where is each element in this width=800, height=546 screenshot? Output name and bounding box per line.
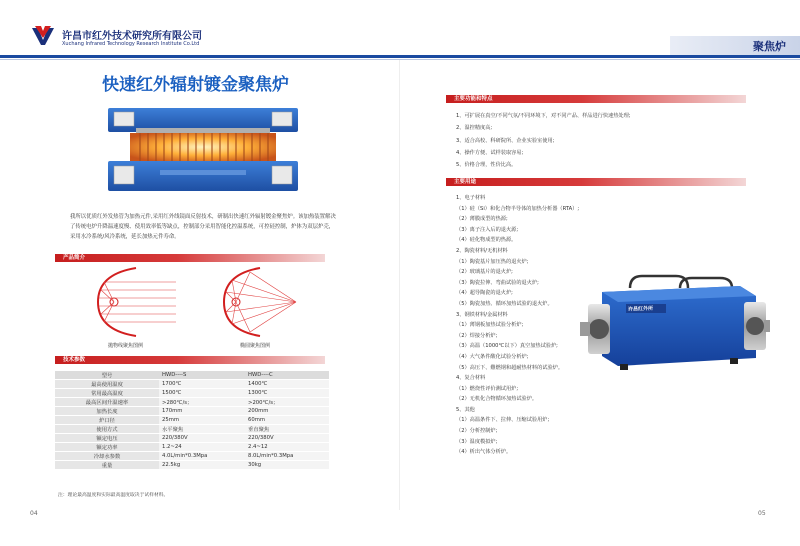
table-row: 冷却水参数 4.0L/min*0.3Mpa 8.0L/min*0.3Mpa: [55, 452, 329, 461]
list-item: 4、操作方便、试样装取容易;: [456, 149, 524, 156]
list-item: （3）温度模拟炉;: [456, 438, 498, 445]
parabolic-focus-diagram: [92, 264, 178, 340]
diagram-caption-parabolic: 抛物线聚焦图例: [108, 343, 144, 349]
list-item: 1、可扩展在真空/不同气氛/不同环境下，对不同产品、样品进行快速热处理;: [456, 113, 631, 119]
list-item: （2）薄膜成型的热源;: [456, 216, 508, 223]
list-item: 5、其他: [456, 406, 475, 413]
header-rule-thin: [0, 59, 800, 60]
section-title-specs: 技术参数: [63, 357, 86, 363]
list-item: （4）析出气体分析炉。: [456, 449, 512, 456]
features-list: [456, 110, 631, 171]
intro-paragraph: 我所以优质红外发热管为加热元件,采用红外线镜面反射技术，研制出快速红外辐射镀金聚焦炉。该加热装置解决了传统电炉升降温速度慢、使用效率低等缺点，控制部分采用智能化控温系统，可控硅控制，炉体为双层炉壳，采用水冷系统/风冷系统，延长加热元件寿命。: [70, 214, 336, 240]
list-item: 5、价格合理，性价比高。: [456, 162, 517, 169]
table-row: 炉口径 25mm 60mm: [55, 416, 329, 425]
page-title: 快速红外辐射镀金聚焦炉: [102, 75, 289, 95]
list-item: （4）超导陶瓷的退火炉;: [456, 290, 513, 297]
focus-furnace-photo: [580, 274, 770, 374]
table-row: 加热长度 170mm 200mm: [55, 407, 329, 416]
company-name-en: Xuchang Infrared Technology Research Institute Co.Ltd: [62, 41, 200, 47]
table-row: 最高使用温度 1700℃ 1400℃: [55, 380, 329, 389]
company-name-cn: 许昌市红外技术研究所有限公司: [62, 31, 202, 42]
section-bar-products: [55, 254, 325, 262]
list-item: （3）离子注入后的退火源;: [456, 226, 519, 233]
table-row: 额定功率 1.2~24 2.4~12: [55, 443, 329, 452]
list-item: （1）陶瓷基片加压热的退火炉;: [456, 258, 529, 265]
page-number-left: 04: [30, 510, 38, 517]
list-item: （5）陶瓷加热、循环加热试验的退火炉。: [456, 300, 553, 307]
section-bar-uses: [446, 178, 746, 186]
section-title-products: 产品简介: [63, 255, 86, 261]
device-brand: 许昌红外所: [628, 305, 654, 313]
furnace-photo: [100, 100, 305, 200]
section-bar-specs: [55, 356, 325, 364]
list-item: 3、钢铁材料/金属材料: [456, 311, 508, 318]
section-title-features: 主要功能和特点: [454, 96, 493, 102]
table-row: 使用方式 水平聚焦 垂直聚焦: [55, 425, 329, 434]
list-item: 1、电子材料: [456, 195, 486, 201]
list-item: （3）陶瓷拉伸、弯曲试验的退火炉;: [456, 279, 539, 286]
uses-list: [456, 193, 579, 458]
spec-note: 注：理论最高温度和实际最高温度取决于试样材料。: [58, 493, 169, 498]
header-rule: [0, 55, 800, 58]
page-spine: [399, 60, 400, 510]
list-item: 2、陶瓷材料/无机材料: [456, 247, 508, 254]
page-number-right: 05: [758, 510, 766, 517]
list-item: （1）薄钢板加热试验分析炉;: [456, 322, 524, 329]
table-row: 额定电压 220/380V 220/380V: [55, 434, 329, 443]
list-item: （2）分析控制炉;: [456, 428, 498, 435]
list-item: （2）玻璃基片的退火炉;: [456, 269, 513, 276]
spec-table: [55, 371, 329, 470]
spec-table-header: 型号 HWD----S HWD----C: [55, 371, 329, 380]
list-item: 2、温控精度高;: [456, 125, 493, 132]
list-item: 4、复合材料: [456, 375, 486, 382]
section-bar-features: [446, 95, 746, 103]
table-row: 最高区间升温速率 >280℃/s； >200℃/s；: [55, 398, 329, 407]
list-item: （2）无机化合物循环加热试验炉。: [456, 396, 538, 403]
list-item: （1）硅（Si）和化合物半导体的加热分析器（RTA）;: [456, 205, 580, 212]
list-item: （1）燃烧性评价测试用炉;: [456, 385, 519, 392]
list-item: （5）高压下、難燃钢和超耐热材料的试验炉。: [456, 364, 564, 371]
list-item: （2）焊接分析炉;: [456, 332, 498, 339]
list-item: （3）高温（1000℃以下）真空加热试验炉;: [456, 343, 558, 350]
header-section-label: 聚焦炉: [753, 40, 786, 53]
section-title-uses: 主要用途: [454, 179, 477, 185]
ellipse-focus-diagram: [220, 264, 306, 340]
list-item: 3、适合高校、科研院所、企业实验室使用;: [456, 137, 555, 144]
list-item: （4）大气条件酸化试验分析炉;: [456, 353, 529, 360]
list-item: （1）高温条件下、拉伸、压缩试验用炉;: [456, 417, 550, 424]
table-row: 常用最高温度 1500℃ 1300℃: [55, 389, 329, 398]
diagram-caption-ellipse: 椭圆聚焦图例: [240, 343, 271, 349]
company-logo-icon: [30, 24, 56, 46]
table-row: 重量 22.5kg 30kg: [55, 461, 329, 470]
list-item: （4）硅化物成型的热源。: [456, 237, 517, 244]
